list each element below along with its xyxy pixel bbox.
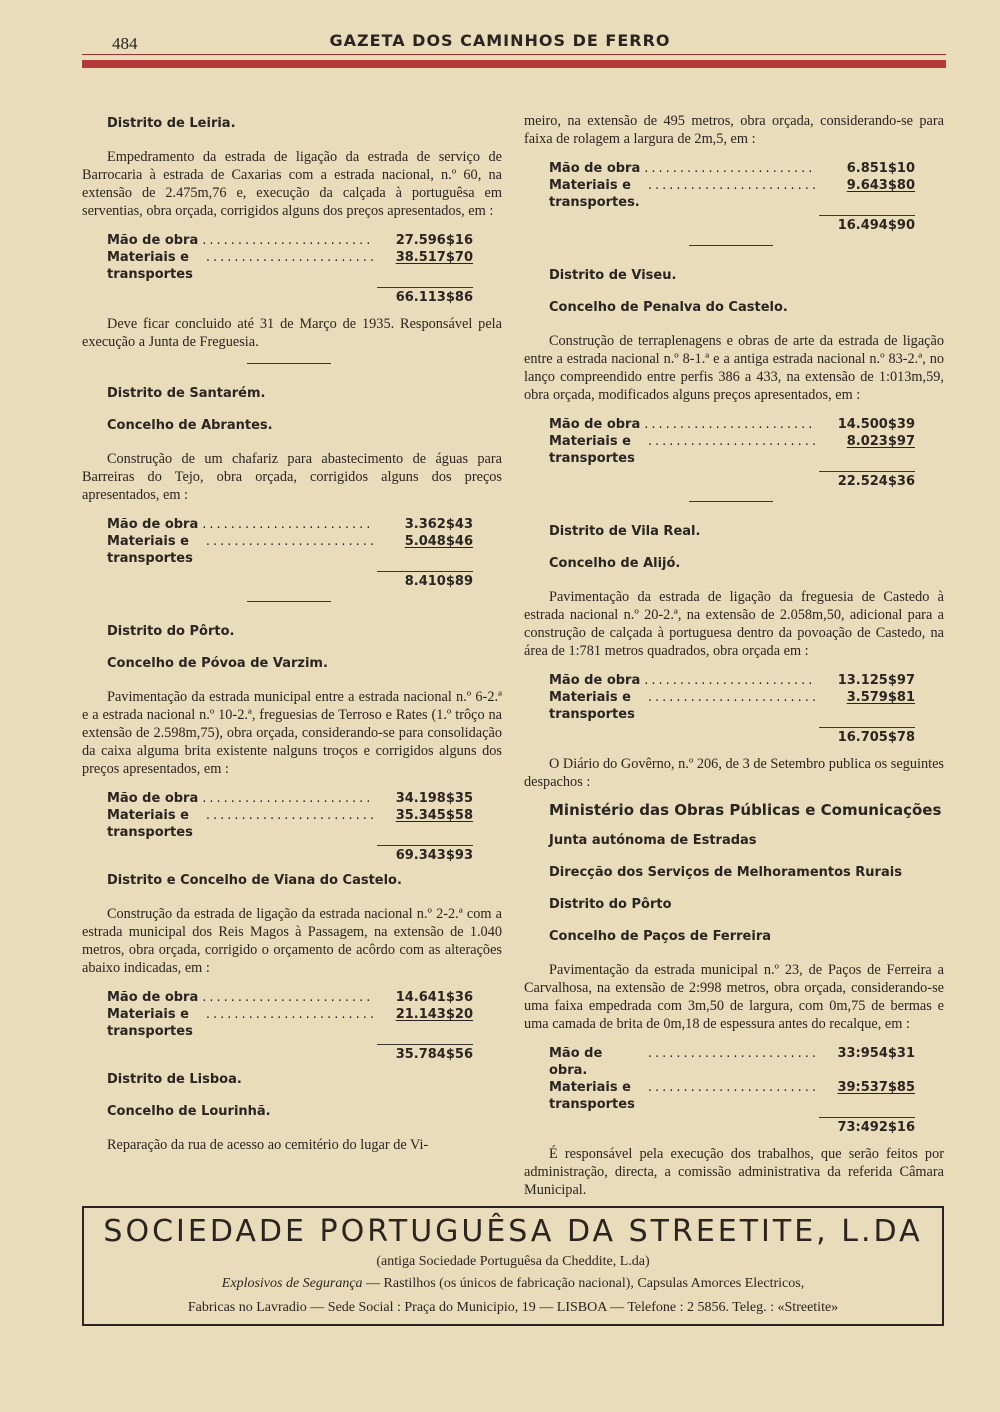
cost-value: 3.362$43: [404, 517, 473, 532]
cost-value: 14.500$39: [837, 417, 915, 432]
cost-value: 33:954$31: [837, 1046, 915, 1061]
dot-leader: ........................: [202, 791, 374, 806]
cost-row-materials: [549, 433, 915, 467]
paragraph: O Diário do Govêrno, n.º 206, de 3 de Setembro publica os seguintes despachos :: [524, 756, 944, 790]
section-subheading: Concelho de Abrantes.: [107, 418, 273, 433]
section-subheading: Concelho de Póvoa de Varzim.: [107, 656, 328, 671]
paragraph: Pavimentação da estrada de ligação da freguesia de Castedo à estrada nacional n.º 20-2.ª, na extensão de 2.058m,50, adicional para a construção de calçada à portuguesa dentro da povoação de Castedo, na área de 1:781 metros quadrados, obra orçada em :: [524, 589, 944, 659]
cost-value: 14.641$36: [395, 990, 473, 1005]
cost-row-materials: [107, 807, 473, 841]
section-heading: Distrito do Pôrto.: [107, 624, 235, 639]
section-heading: Distrito do Pôrto: [549, 897, 672, 912]
left-column: [82, 112, 502, 1164]
dot-leader: ........................: [647, 1080, 819, 1095]
paragraph: Pavimentação da estrada municipal entre a estrada nacional n.º 6-2.ª e a estrada nacional n.º 10-2.ª, freguesias de Terroso e Rates (1.º trôço na extensão de 2.598m,75), obra orçada, considerando-se para consolidação da caixa alguma brita existente nalguns troços e corrigidos alguns dos preços apresentados, em :: [82, 689, 502, 777]
cost-label: Materiais e transportes: [107, 250, 193, 282]
separator: [689, 245, 773, 246]
dot-leader: ........................: [647, 178, 819, 193]
ministry-heading: Ministério das Obras Públicas e Comunicações: [549, 801, 942, 819]
cost-label: Mão de obra: [107, 233, 199, 248]
dot-leader: ........................: [202, 990, 374, 1005]
cost-label: Materiais e transportes: [107, 534, 193, 566]
cost-row-materials: [549, 1079, 915, 1113]
cost-value: 13.125$97: [837, 673, 915, 688]
journal-title: GAZETA DOS CAMINHOS DE FERRO: [329, 31, 671, 50]
cost-table: [107, 516, 473, 589]
separator: [247, 601, 331, 602]
ad-products-text: — Rastilhos (os únicos de fabricação nacional), Capsulas Amorces Electricos,: [362, 1276, 805, 1291]
cost-label: Mão de obra: [107, 791, 199, 806]
dot-leader: ........................: [647, 1046, 819, 1061]
cost-label: Mão de obra: [549, 161, 641, 176]
page-header: [0, 0, 1000, 80]
section-heading: Junta autónoma de Estradas: [549, 833, 757, 848]
paragraph: meiro, na extensão de 495 metros, obra orçada, considerando-se para faixa de rolagem a largura de 2m,5, em :: [524, 113, 944, 147]
dot-leader: ........................: [205, 250, 377, 265]
section-subheading: Concelho de Paços de Ferreira: [549, 929, 772, 944]
cost-row-labor: [107, 989, 473, 1006]
section-subheading: Concelho de Penalva do Castelo.: [549, 300, 788, 315]
ad-products: [84, 1276, 942, 1292]
cost-row-labor: [107, 516, 473, 533]
section-heading: Distrito de Vila Real.: [549, 524, 701, 539]
cost-row-labor: [549, 1045, 915, 1079]
cost-value: 27.596$16: [395, 233, 473, 248]
paragraph: Construção de terraplenagens e obras de arte da estrada de ligação entre a estrada nacional n.º 8-1.ª e a antiga estrada nacional n.º 83-2.ª, no lanço compreendido entre perfis 386 a 433, na extensão de 1:013m,59, obra orçada, modificados alguns preços apresentados, em :: [524, 333, 944, 403]
dot-leader: ........................: [205, 808, 377, 823]
section-heading: Distrito de Lisboa.: [107, 1072, 242, 1087]
cost-row-labor: [107, 790, 473, 807]
dot-leader: ........................: [647, 690, 819, 705]
header-rule-thick: [82, 60, 946, 68]
section-heading: Distrito de Santarém.: [107, 386, 266, 401]
cost-total: 22.524$36: [819, 471, 915, 489]
ad-title: SOCIEDADE PORTUGUÊSA DA STREETITE, L.DA: [103, 1214, 923, 1249]
cost-value: 9.643$80: [846, 178, 915, 193]
cost-label: Materiais e transportes: [549, 434, 635, 466]
cost-label: Materiais e transportes: [107, 1007, 193, 1039]
cost-label: Mão de obra: [107, 517, 199, 532]
dot-leader: ........................: [202, 233, 374, 248]
cost-label: Mão de obra: [549, 417, 641, 432]
paragraph: Empedramento da estrada de ligação da estrada de serviço de Barrocaria à estrada de Caxarias com a estrada nacional, n.º 60, na extensão de 2.475m,76 e, execução da calçada à portuguêsa em serventias, obra orçada, corrigidos alguns dos preços apresentados, em :: [82, 149, 502, 219]
dot-leader: ........................: [205, 534, 377, 549]
ad-products-emphasis: Explosivos de Segurança: [221, 1276, 363, 1291]
cost-label: Materiais e transportes: [549, 1080, 635, 1112]
cost-row-materials: [549, 177, 915, 211]
dot-leader: ........................: [644, 417, 816, 432]
cost-label: Materiais e transportes: [107, 808, 193, 840]
cost-value: 8.023$97: [846, 434, 915, 449]
header-rule-thin: [82, 54, 946, 55]
cost-label: Materiais e transportes.: [549, 178, 640, 210]
section-heading: Distrito e Concelho de Viana do Castelo.: [107, 873, 402, 888]
paragraph: Deve ficar concluido até 31 de Março de 1935. Responsável pela execução a Junta de Freguesia.: [82, 316, 502, 350]
cost-value: 34.198$35: [395, 791, 473, 806]
dot-leader: ........................: [202, 517, 374, 532]
cost-row-labor: [549, 672, 915, 689]
cost-label: Mão de obra: [549, 673, 641, 688]
cost-total: 8.410$89: [377, 571, 473, 589]
advertisement-box: [82, 1206, 944, 1326]
section-subheading: Concelho de Alijó.: [549, 556, 681, 571]
paragraph: Reparação da rua de acesso ao cemitério do lugar de Vi-: [107, 1137, 429, 1153]
cost-label: Mão de obra: [107, 990, 199, 1005]
dot-leader: ........................: [205, 1007, 377, 1022]
section-subheading: Concelho de Lourinhã.: [107, 1104, 271, 1119]
cost-table: [549, 672, 915, 745]
cost-table: [107, 232, 473, 305]
cost-total: 16.705$78: [819, 727, 915, 745]
section-heading: Distrito de Leiria.: [107, 116, 236, 131]
section-heading: Direcção dos Serviços de Melhoramentos Rurais: [549, 865, 902, 880]
cost-value: 39:537$85: [837, 1080, 915, 1095]
cost-table: [107, 989, 473, 1062]
cost-table: [107, 790, 473, 863]
cost-row-labor: [549, 160, 915, 177]
cost-value: 35.345$58: [395, 808, 473, 823]
cost-row-materials: [107, 1006, 473, 1040]
section-heading: Distrito de Viseu.: [549, 268, 677, 283]
cost-table: [549, 416, 915, 489]
paragraph: Pavimentação da estrada municipal n.º 23, de Paços de Ferreira a Carvalhosa, na extensão de 2:998 metros, obra orçada, considerando-se uma faixa empedrada com 3m,50 de largura, com 0m,75 de bermas e uma camada de brita de 0m,18 de espessura antes do recalque, em :: [524, 962, 944, 1032]
cost-value: 6.851$10: [846, 161, 915, 176]
separator: [689, 501, 773, 502]
cost-row-materials: [107, 249, 473, 283]
cost-label: Mão de obra.: [549, 1046, 603, 1078]
cost-table: [549, 160, 915, 233]
dot-leader: ........................: [644, 161, 816, 176]
cost-row-labor: [107, 232, 473, 249]
dot-leader: ........................: [647, 434, 819, 449]
ad-address: Fabricas no Lavradio — Sede Social : Praça do Municipio, 19 — LISBOA — Telefone : 2 5856. Teleg. : «Streetite»: [187, 1300, 839, 1315]
cost-row-labor: [549, 416, 915, 433]
separator: [247, 363, 331, 364]
paragraph: Construção da estrada de ligação da estrada nacional n.º 2-2.ª com a estrada municipal dos Reis Magos à Passagem, na extensão de 1.040 metros, obra orçada, corrigido o orçamento de acôrdo com as alterações abaixo indicadas, em :: [82, 906, 502, 976]
cost-value: 5.048$46: [404, 534, 473, 549]
cost-total: 73:492$16: [819, 1117, 915, 1135]
dot-leader: ........................: [644, 673, 816, 688]
cost-value: 3.579$81: [846, 690, 915, 705]
paragraph: É responsável pela execução dos trabalhos, que serão feitos por administração, directa, a comissão administrativa da referida Câmara Municipal.: [524, 1146, 944, 1198]
cost-value: 21.143$20: [395, 1007, 473, 1022]
cost-table: [549, 1045, 915, 1135]
cost-total: 69.343$93: [377, 845, 473, 863]
cost-row-materials: [107, 533, 473, 567]
cost-total: 35.784$56: [377, 1044, 473, 1062]
cost-total: 16.494$90: [819, 215, 915, 233]
cost-row-materials: [549, 689, 915, 723]
cost-value: 38.517$70: [395, 250, 473, 265]
cost-total: 66.113$86: [377, 287, 473, 305]
ad-subtitle: (antiga Sociedade Portuguêsa da Cheddite, L.da): [376, 1254, 650, 1269]
paragraph: Construção de um chafariz para abastecimento de águas para Barreiras do Tejo, obra orçada, corrigidos alguns dos preços apresentados, em :: [82, 451, 502, 503]
right-column: [524, 112, 944, 1209]
page-number: 484: [112, 34, 138, 53]
cost-label: Materiais e transportes: [549, 690, 635, 722]
